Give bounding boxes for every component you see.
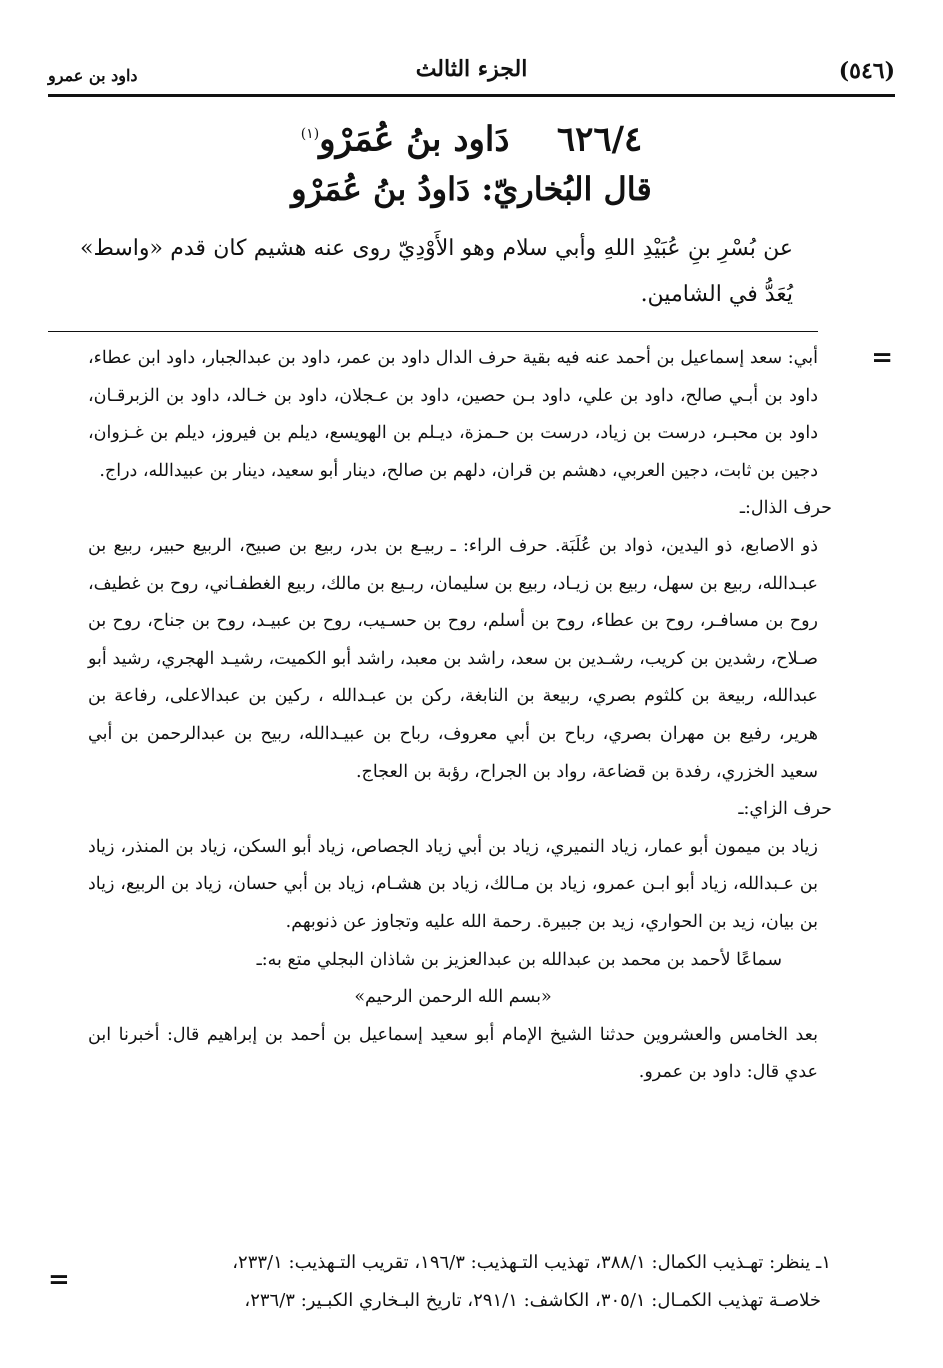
entry-number: ٦٢٦/٤	[556, 119, 643, 160]
bukhari-heading: قال البُخاريّ: دَاودُ بنُ عُمَرْو	[291, 170, 652, 208]
footnotes	[85, 1244, 831, 1320]
page-number: (٥٤٦)	[838, 58, 895, 84]
notes-paragraph-isnad: بعد الخامس والعشروين حدثنا الشيخ الإمام أبو سعيد إسماعيل بن أحمد بن إبراهيم قال: أخبرنا ابن عدي قال: داود بن عمرو.	[88, 1024, 818, 1083]
footnote-reference: (١)	[300, 126, 320, 142]
continuation-mark-footnote: =	[48, 1265, 70, 1295]
notes-paragraph-zay: زياد بن ميمون أبو عمار، زياد النميري، زياد بن أبي زياد الجصاص، زياد أبو السكن، زياد بن المنذر، زياد بن عـبدالله، زياد أبو ابـن عمرو، زياد بن مـالك، زياد بن هشـام، زياد بن أبي حسان، زياد بن الربيع، زياد بن بيان، زيد بن الحواري، زيد بن جبيرة. رحمة الله عليه وتجاوز عن ذنوبهم.	[88, 836, 818, 932]
continuation-mark: =	[871, 343, 893, 373]
footnote-1-line-1: ١ـ ينظر: تهـذيب الكمال: ٣٨٨/١، تهذيب التـهذيب: ١٩٦/٣، تقريب التـهذيب: ٢٣٣/١،	[232, 1252, 831, 1273]
footnote-1-line-2: خلاصـة تهذيب الكمـال: ٣٠٥/١، الكاشف: ٢٩١/١، تاريخ البـخاري الكبـير: ٢٣٦/٣،	[244, 1290, 821, 1311]
running-title: داود بن عمرو	[48, 66, 138, 85]
entry-name: دَاود بنُ عُمَرْو	[319, 119, 510, 160]
page-header	[48, 52, 895, 97]
separator-rule	[48, 331, 818, 332]
notes-section	[88, 340, 832, 1092]
heading-zay: حرف الزاي:ـ	[738, 799, 832, 820]
part-title: الجزء الثالث	[415, 56, 528, 82]
notes-paragraph-dhal-ra: ذو الاصابع، ذو اليدين، ذواد بن عُلَبَة. حرف الراء: ـ ربيـع بن بدر، ربيع بن صبيح، الربيع حبير، ربيع بن عبـدالله، ربيع بن سهل، ربيع بن زيـاد، ربيع بن سليمان، ربـيع بن مالك، ربيع الغطفـاني، روح بن غطيف، روح بن مسافـر، روح بن عطاء، روح بن أسلم، روح بن حسـيب، روح بن عبيـد، روح بن جناح، روح بن صـلاح، رشدين بن كريب، رشـدين بن سعد، راشد بن معبد، راشد أبو الكميت، رشيـد الهجري، رشيد أبو عبدالله، ربيعة بن كلثوم بصري، ربيعة بن النابغة، ركن بن عبـدالله ، ركين بن عبدالاعلى، رفاعة بن هرير، رفيع بن مهران بصري، رباح بن أبي معروف، رباح بن عبيـدالله، ربيح بن عبدالرحمن بن أبي سعيد الخزري، رفدة بن قضاعة، رواد بن الجراح، رؤبة بن العجاج.	[88, 535, 818, 782]
entry-title	[100, 110, 843, 163]
samaa-line: سماعًا لأحمد بن محمد بن عبدالله بن عبدالعزيز بن شاذان البجلي متع به:ـ	[256, 949, 782, 970]
notes-paragraph-dal: أبي: سعد إسماعيل بن أحمد عنه فيه بقية حرف الدال داود بن عمر، داود بن عبدالجبار، داود ابن عطاء، داود بن أبـي صالح، داود بن علي، داود بـن حصين، داود بن عـجلان، داود بن خـالد، داود بن الزبرقـان، داود بن محبـر، درست بن زياد، درست بن حـمزة، ديـلم بن الهويسع، ديلم بن فيروز، ديلم بن غـزوان، دجين بن ثابت، دجين العربي، دهشم بن قران، دلهم بن صالح، دينار أبو سعيد، دينار بن عبيدالله، دراج.	[88, 348, 818, 481]
heading-dhal: حرف الذال:ـ	[739, 498, 832, 519]
entry-biography: عن بُسْرِ بنِ عُبَيْدِ اللهِ وأبي سلام وهو الأَوْدِيّ روى عنه هشيم كان قدم «واسط» يُعَدُّ في الشامين.	[80, 236, 793, 307]
basmala: «بسم الله الرحمن الرحيم»	[354, 987, 552, 1008]
